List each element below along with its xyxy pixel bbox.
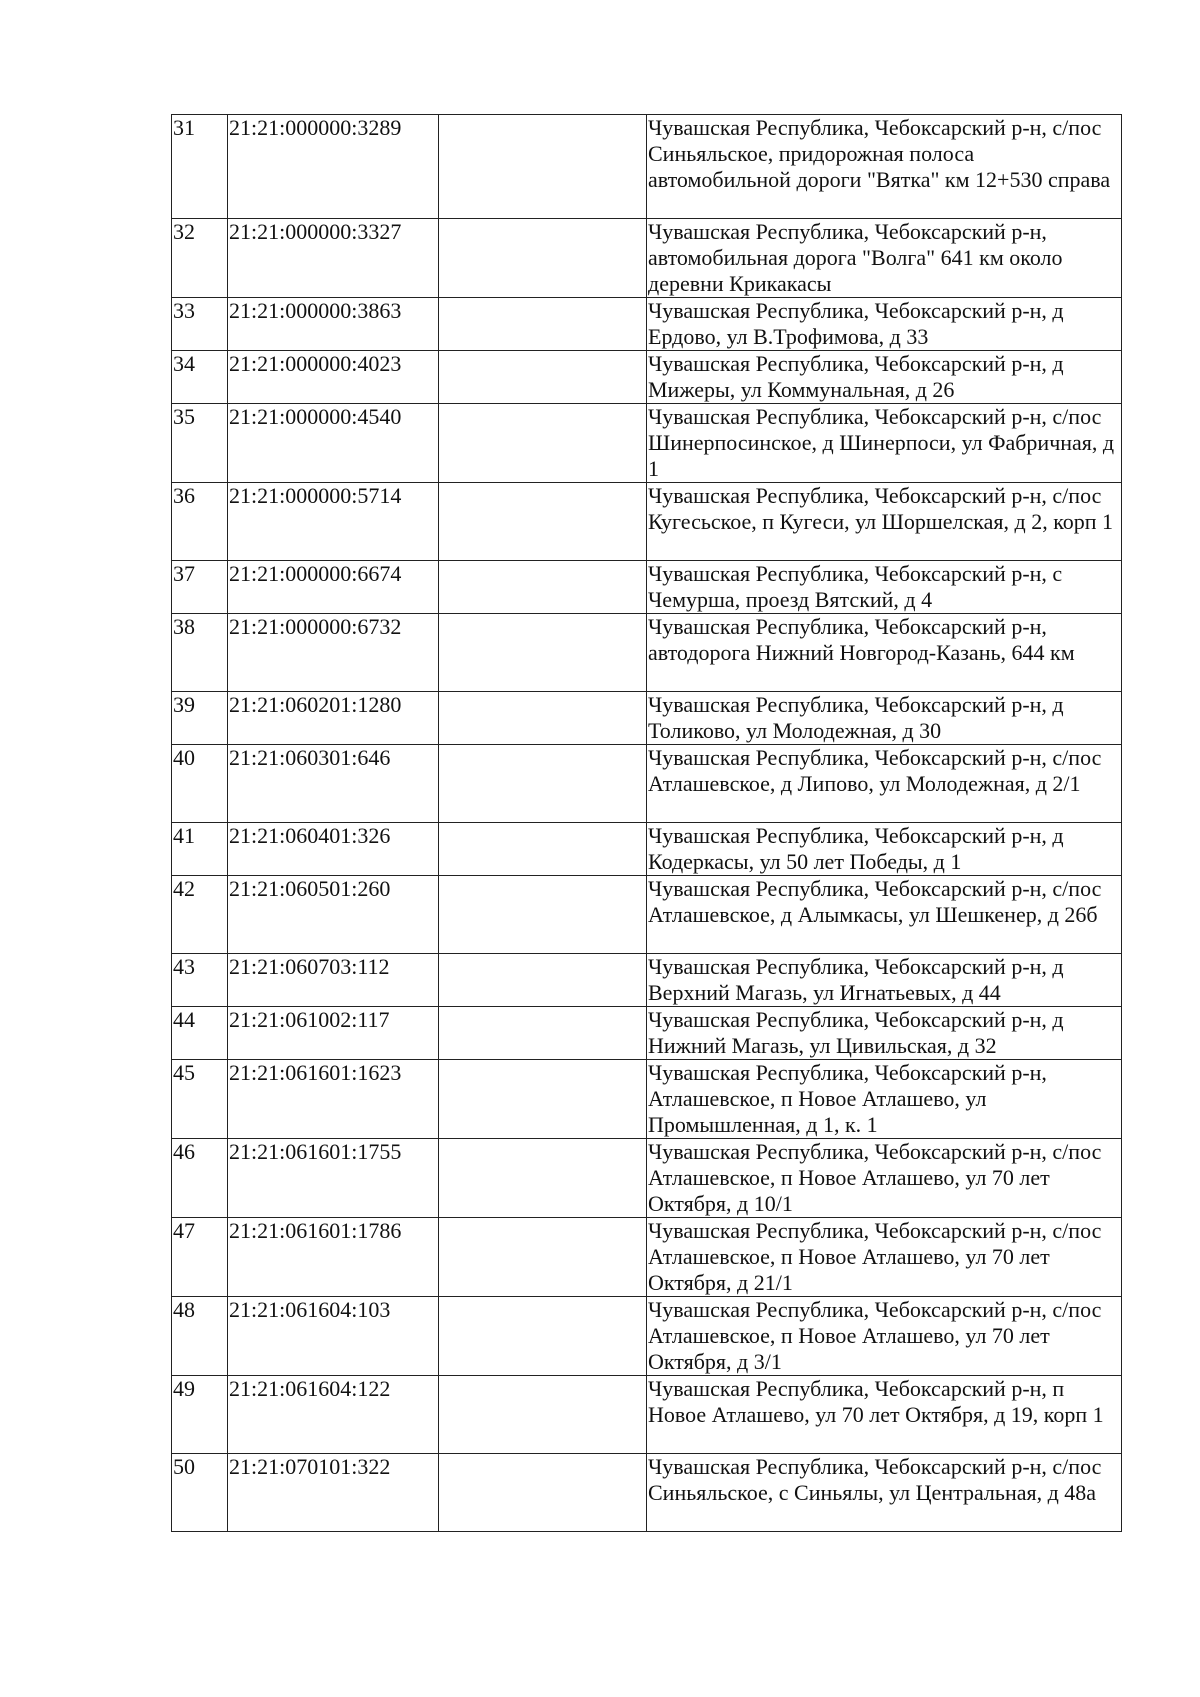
empty-cell xyxy=(439,745,647,823)
address-cell: Чувашская Республика, Чебоксарский р-н, с/пос Атлашевское, д Липово, ул Молодежная, д 2/1 xyxy=(647,745,1122,823)
cadastral-number-cell: 21:21:060201:1280 xyxy=(228,692,439,745)
empty-cell xyxy=(439,298,647,351)
address-cell: Чувашская Республика, Чебоксарский р-н, Атлашевское, п Новое Атлашево, ул Промышленная, д 1, к. 1 xyxy=(647,1060,1122,1139)
cadastral-number-cell: 21:21:070101:322 xyxy=(228,1454,439,1532)
cadastral-number-cell: 21:21:061601:1623 xyxy=(228,1060,439,1139)
row-number-cell: 40 xyxy=(172,745,228,823)
cadastral-number-cell: 21:21:060703:112 xyxy=(228,954,439,1007)
empty-cell xyxy=(439,483,647,561)
empty-cell xyxy=(439,219,647,298)
address-cell: Чувашская Республика, Чебоксарский р-н, автодорога Нижний Новгород-Казань, 644 км xyxy=(647,614,1122,692)
address-cell: Чувашская Республика, Чебоксарский р-н, п Новое Атлашево, ул 70 лет Октября, д 19, корп 1 xyxy=(647,1376,1122,1454)
row-number-cell: 36 xyxy=(172,483,228,561)
cadastral-number-cell: 21:21:060401:326 xyxy=(228,823,439,876)
empty-cell xyxy=(439,1297,647,1376)
cadastral-number-cell: 21:21:000000:5714 xyxy=(228,483,439,561)
address-cell: Чувашская Республика, Чебоксарский р-н, автомобильная дорога "Волга" 641 км около деревни Крикакасы xyxy=(647,219,1122,298)
address-cell: Чувашская Республика, Чебоксарский р-н, д Ердово, ул В.Трофимова, д 33 xyxy=(647,298,1122,351)
cadastral-registry-table xyxy=(171,114,1122,1532)
empty-cell xyxy=(439,1060,647,1139)
table-row xyxy=(172,823,1122,876)
table-row xyxy=(172,692,1122,745)
cadastral-number-cell: 21:21:000000:4023 xyxy=(228,351,439,404)
empty-cell xyxy=(439,1454,647,1532)
cadastral-number-cell: 21:21:061604:103 xyxy=(228,1297,439,1376)
row-number-cell: 42 xyxy=(172,876,228,954)
table-row xyxy=(172,1218,1122,1297)
table-row xyxy=(172,1139,1122,1218)
cadastral-number-cell: 21:21:000000:3327 xyxy=(228,219,439,298)
table-row xyxy=(172,954,1122,1007)
cadastral-number-cell: 21:21:061601:1755 xyxy=(228,1139,439,1218)
table-row xyxy=(172,404,1122,483)
empty-cell xyxy=(439,351,647,404)
table-row xyxy=(172,351,1122,404)
cadastral-number-cell: 21:21:000000:6674 xyxy=(228,561,439,614)
address-cell: Чувашская Республика, Чебоксарский р-н, д Мижеры, ул Коммунальная, д 26 xyxy=(647,351,1122,404)
address-cell: Чувашская Республика, Чебоксарский р-н, с/пос Шинерпосинское, д Шинерпоси, ул Фабричная, д 1 xyxy=(647,404,1122,483)
table-row xyxy=(172,1297,1122,1376)
empty-cell xyxy=(439,1139,647,1218)
row-number-cell: 32 xyxy=(172,219,228,298)
table-row xyxy=(172,614,1122,692)
address-cell: Чувашская Республика, Чебоксарский р-н, с/пос Атлашевское, п Новое Атлашево, ул 70 лет Октября, д 21/1 xyxy=(647,1218,1122,1297)
row-number-cell: 50 xyxy=(172,1454,228,1532)
table-row xyxy=(172,561,1122,614)
row-number-cell: 44 xyxy=(172,1007,228,1060)
cadastral-number-cell: 21:21:000000:6732 xyxy=(228,614,439,692)
empty-cell xyxy=(439,561,647,614)
address-cell: Чувашская Республика, Чебоксарский р-н, с/пос Кугесьское, п Кугеси, ул Шоршелская, д 2, корп 1 xyxy=(647,483,1122,561)
address-cell: Чувашская Республика, Чебоксарский р-н, д Толиково, ул Молодежная, д 30 xyxy=(647,692,1122,745)
row-number-cell: 45 xyxy=(172,1060,228,1139)
address-cell: Чувашская Республика, Чебоксарский р-н, с/пос Атлашевское, п Новое Атлашево, ул 70 лет Октября, д 10/1 xyxy=(647,1139,1122,1218)
table-row xyxy=(172,1454,1122,1532)
table-row xyxy=(172,1060,1122,1139)
row-number-cell: 48 xyxy=(172,1297,228,1376)
table-row xyxy=(172,219,1122,298)
row-number-cell: 31 xyxy=(172,115,228,219)
empty-cell xyxy=(439,1007,647,1060)
address-cell: Чувашская Республика, Чебоксарский р-н, с/пос Атлашевское, д Алымкасы, ул Шешкенер, д 26б xyxy=(647,876,1122,954)
row-number-cell: 39 xyxy=(172,692,228,745)
cadastral-number-cell: 21:21:000000:3289 xyxy=(228,115,439,219)
cadastral-number-cell: 21:21:060301:646 xyxy=(228,745,439,823)
address-cell: Чувашская Республика, Чебоксарский р-н, д Верхний Магазь, ул Игнатьевых, д 44 xyxy=(647,954,1122,1007)
row-number-cell: 37 xyxy=(172,561,228,614)
row-number-cell: 34 xyxy=(172,351,228,404)
row-number-cell: 41 xyxy=(172,823,228,876)
table-row xyxy=(172,1007,1122,1060)
address-cell: Чувашская Республика, Чебоксарский р-н, д Кодеркасы, ул 50 лет Победы, д 1 xyxy=(647,823,1122,876)
registry-body xyxy=(172,115,1122,1532)
address-cell: Чувашская Республика, Чебоксарский р-н, с/пос Синьяльское, с Синьялы, ул Центральная, д 48а xyxy=(647,1454,1122,1532)
empty-cell xyxy=(439,823,647,876)
table-row xyxy=(172,298,1122,351)
address-cell: Чувашская Республика, Чебоксарский р-н, д Нижний Магазь, ул Цивильская, д 32 xyxy=(647,1007,1122,1060)
cadastral-number-cell: 21:21:060501:260 xyxy=(228,876,439,954)
table-row xyxy=(172,876,1122,954)
cadastral-number-cell: 21:21:000000:3863 xyxy=(228,298,439,351)
empty-cell xyxy=(439,954,647,1007)
cadastral-number-cell: 21:21:061604:122 xyxy=(228,1376,439,1454)
row-number-cell: 47 xyxy=(172,1218,228,1297)
empty-cell xyxy=(439,876,647,954)
table-row xyxy=(172,483,1122,561)
cadastral-number-cell: 21:21:000000:4540 xyxy=(228,404,439,483)
empty-cell xyxy=(439,1376,647,1454)
cadastral-number-cell: 21:21:061601:1786 xyxy=(228,1218,439,1297)
row-number-cell: 49 xyxy=(172,1376,228,1454)
empty-cell xyxy=(439,692,647,745)
address-cell: Чувашская Республика, Чебоксарский р-н, с Чемурша, проезд Вятский, д 4 xyxy=(647,561,1122,614)
empty-cell xyxy=(439,1218,647,1297)
row-number-cell: 43 xyxy=(172,954,228,1007)
row-number-cell: 38 xyxy=(172,614,228,692)
address-cell: Чувашская Республика, Чебоксарский р-н, с/пос Синьяльское, придорожная полоса автомобильной дороги "Вятка" км 12+530 справа xyxy=(647,115,1122,219)
empty-cell xyxy=(439,404,647,483)
row-number-cell: 46 xyxy=(172,1139,228,1218)
row-number-cell: 35 xyxy=(172,404,228,483)
table-row xyxy=(172,1376,1122,1454)
row-number-cell: 33 xyxy=(172,298,228,351)
empty-cell xyxy=(439,614,647,692)
table-row xyxy=(172,745,1122,823)
empty-cell xyxy=(439,115,647,219)
cadastral-number-cell: 21:21:061002:117 xyxy=(228,1007,439,1060)
table-row xyxy=(172,115,1122,219)
address-cell: Чувашская Республика, Чебоксарский р-н, с/пос Атлашевское, п Новое Атлашево, ул 70 лет Октября, д 3/1 xyxy=(647,1297,1122,1376)
